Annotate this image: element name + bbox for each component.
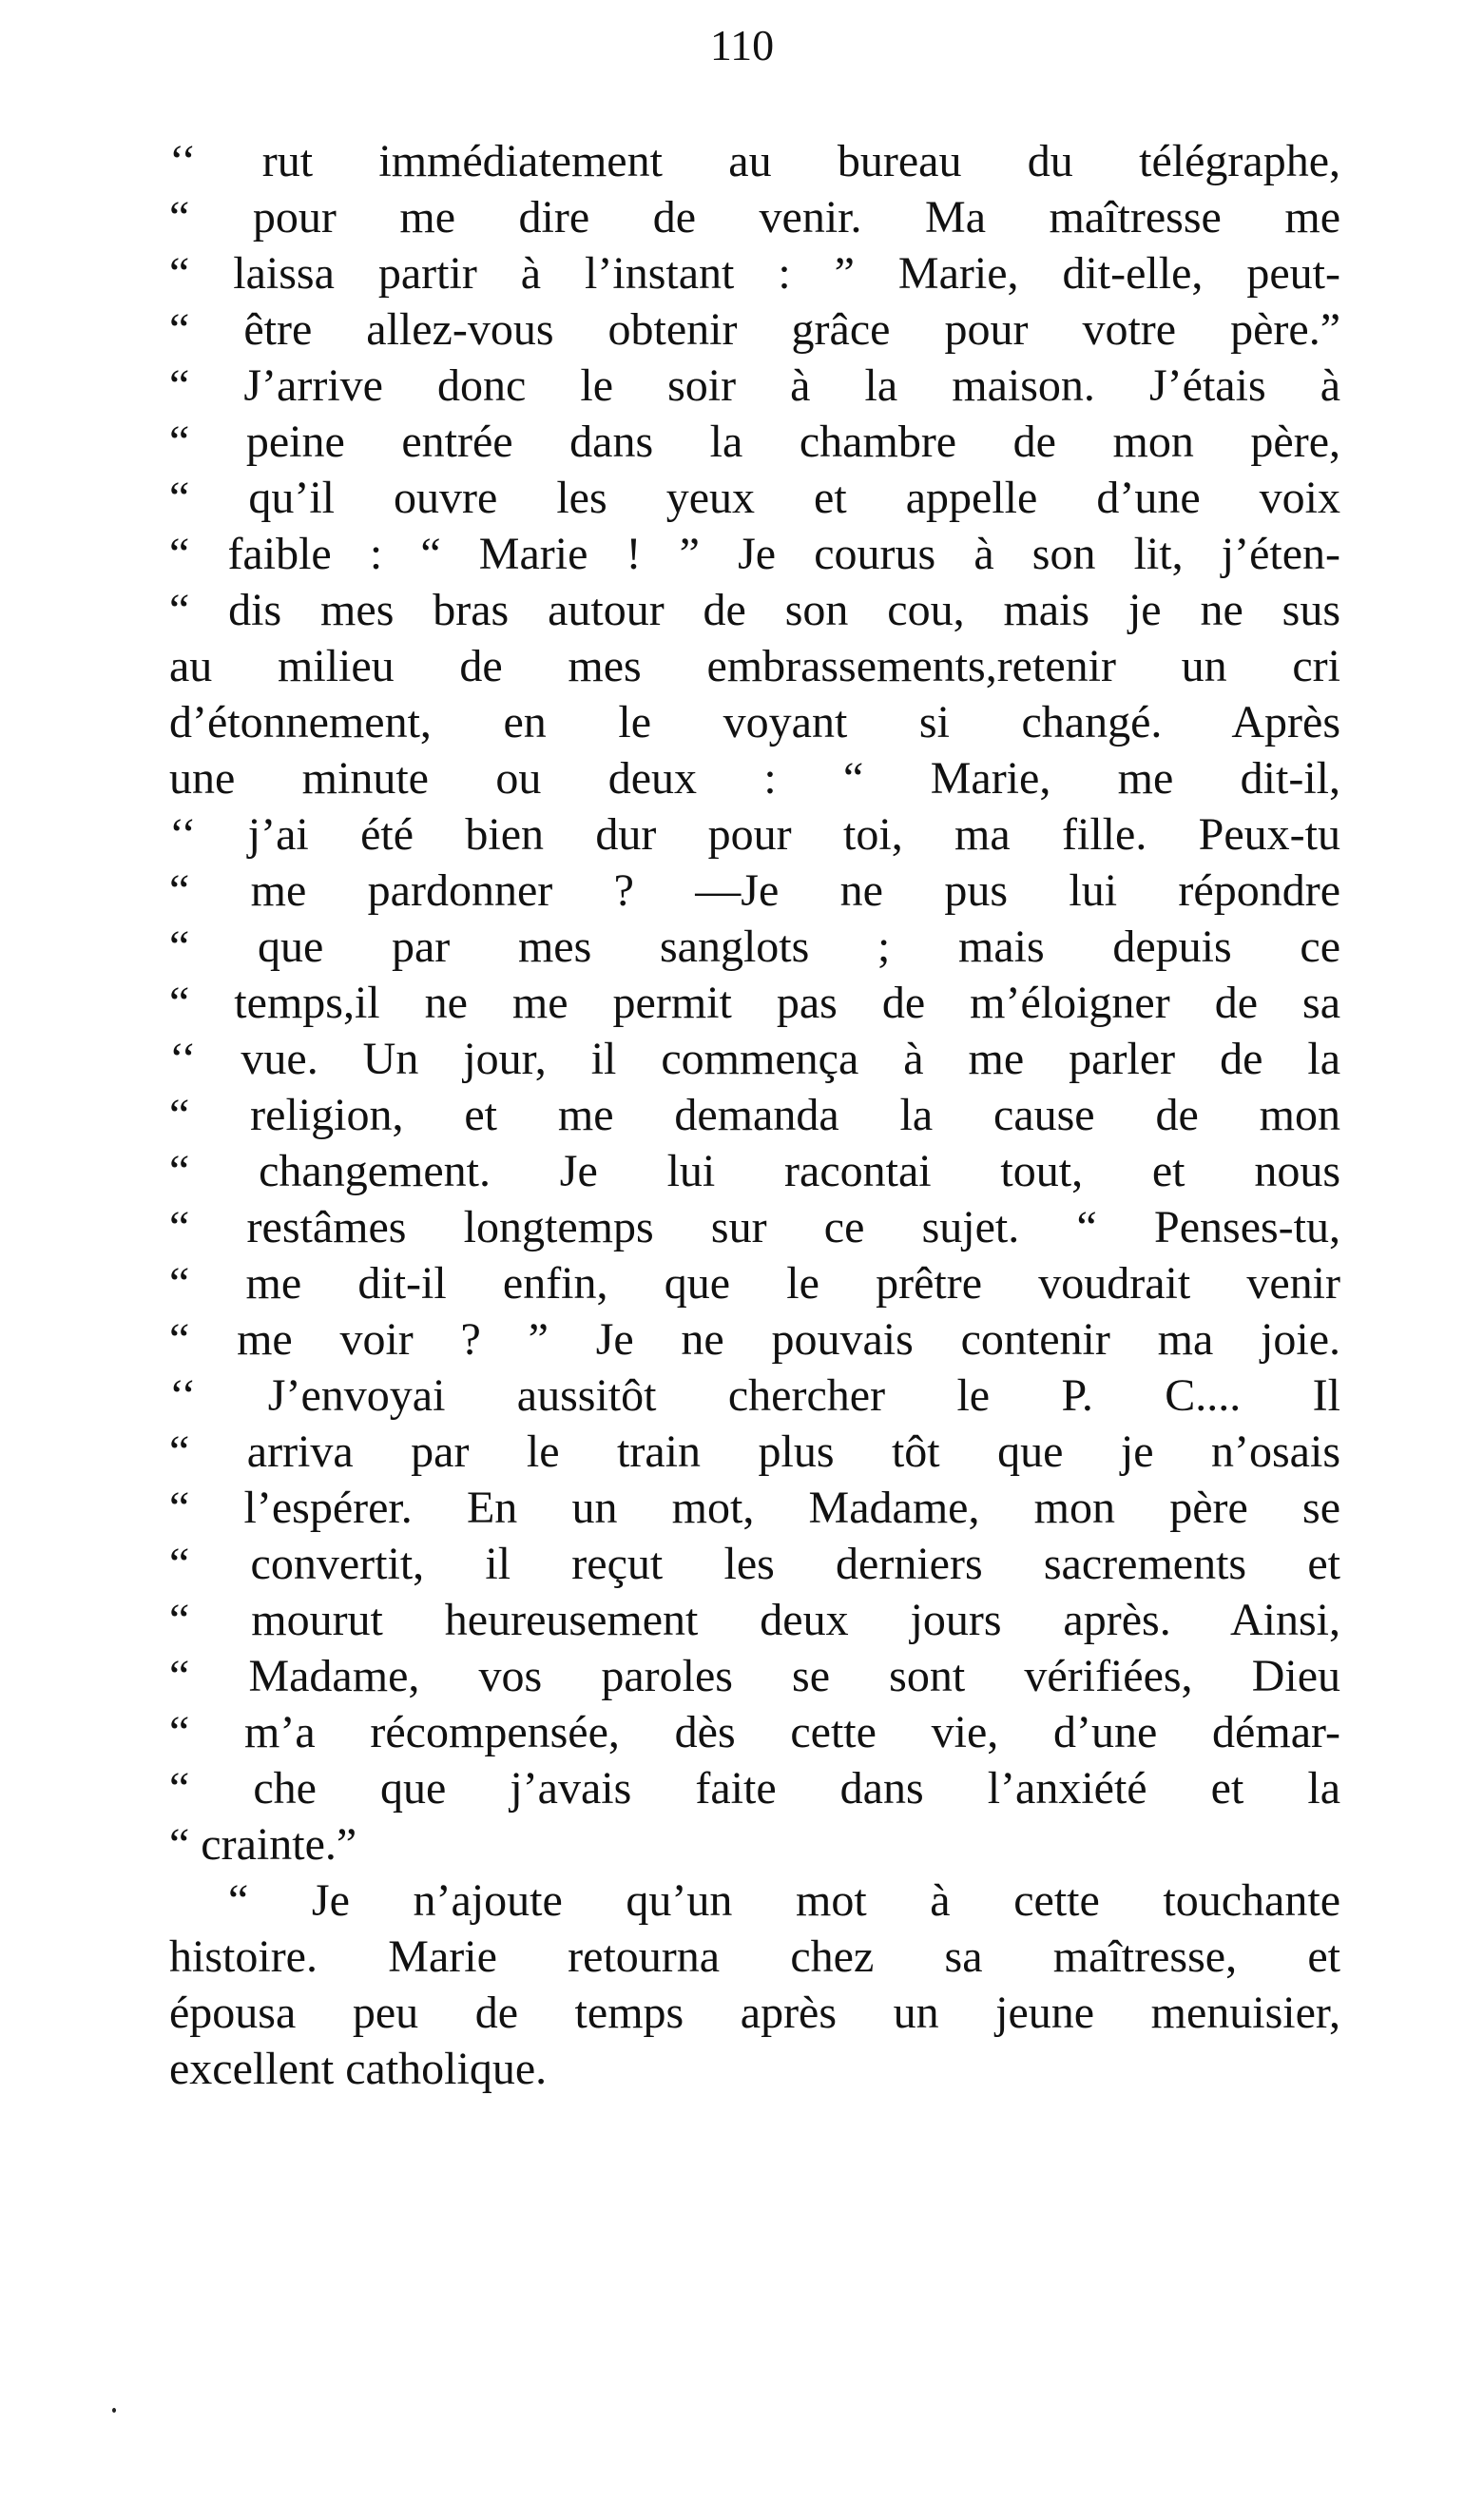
text-line: excellent catholique. (169, 2044, 548, 2094)
text-line: “ faible : “ Marie ! ” Je courus à son lit, j’éten- (169, 529, 1340, 579)
text-line: “ pour me dire de venir. Ma maîtresse me (169, 192, 1340, 243)
text-line: “ me dit-il enfin, que le prêtre voudrait venir (169, 1258, 1340, 1309)
text-line: “ dis mes bras autour de son cou, mais je ne sus (169, 585, 1340, 635)
body-text (169, 133, 1340, 2097)
text-line: “ peine entrée dans la chambre de mon père, (169, 417, 1340, 467)
text-line: “ que par mes sanglots ; mais depuis ce (169, 922, 1340, 972)
text-line: “ J’arrive donc le soir à la maison. J’étais à (169, 360, 1340, 411)
text-line: ‘‘ vue. Un jour, il commença à me parler de la (169, 1034, 1340, 1084)
text-line: “ crainte.” (169, 1819, 357, 1870)
text-line: ‘‘ rut immédiatement au bureau du télégraphe, (169, 136, 1340, 186)
text-line: “ être allez-vous obtenir grâce pour votre père.” (169, 304, 1340, 355)
text-line: d’étonnement, en le voyant si changé. Après (169, 697, 1340, 747)
text-line: “ Madame, vos paroles se sont vérifiées, Dieu (169, 1651, 1340, 1701)
text-line: ‘‘ j’ai été bien dur pour toi, ma fille. Peux-tu (169, 809, 1340, 860)
text-line: histoire. Marie retourna chez sa maîtresse, et (169, 1931, 1340, 1982)
text-line: “ temps,il ne me permit pas de m’éloigner de sa (169, 978, 1340, 1028)
text-line: “ arriva par le train plus tôt que je n’osais (169, 1426, 1340, 1477)
text-line: “ mourut heureusement deux jours après. Ainsi, (169, 1595, 1340, 1645)
text-line: “ Je n’ajoute qu’un mot à cette touchante (228, 1875, 1340, 1926)
print-speck (112, 2408, 116, 2413)
text-line: “ convertit, il reçut les derniers sacrements et (169, 1539, 1340, 1589)
text-line: “ che que j’avais faite dans l’anxiété et la (169, 1763, 1340, 1814)
text-line: “ laissa partir à l’instant : ” Marie, dit-elle, peut- (169, 248, 1340, 299)
text-line: “ me pardonner ? —Je ne pus lui répondre (169, 865, 1340, 916)
text-line: ‘‘ J’envoyai aussitôt chercher le P. C.... Il (169, 1370, 1340, 1421)
text-line: “ m’a récompensée, dès cette vie, d’une démar- (169, 1707, 1340, 1757)
page-number: 110 (709, 21, 775, 69)
text-line: une minute ou deux : “ Marie, me dit-il, (169, 753, 1340, 804)
text-line: au milieu de mes embrassements,retenir un cri (169, 641, 1340, 691)
text-line: “ restâmes longtemps sur ce sujet. “ Penses-tu, (169, 1202, 1340, 1252)
text-line: “ l’espérer. En un mot, Madame, mon père se (169, 1483, 1340, 1533)
text-line: “ religion, et me demanda la cause de mon (169, 1090, 1340, 1140)
text-line: “ me voir ? ” Je ne pouvais contenir ma joie. (169, 1314, 1340, 1365)
text-line: “ changement. Je lui racontai tout, et nous (169, 1146, 1340, 1196)
text-line: “ qu’il ouvre les yeux et appelle d’une voix (169, 473, 1340, 523)
text-line: épousa peu de temps après un jeune menuisier, (169, 1988, 1340, 2038)
